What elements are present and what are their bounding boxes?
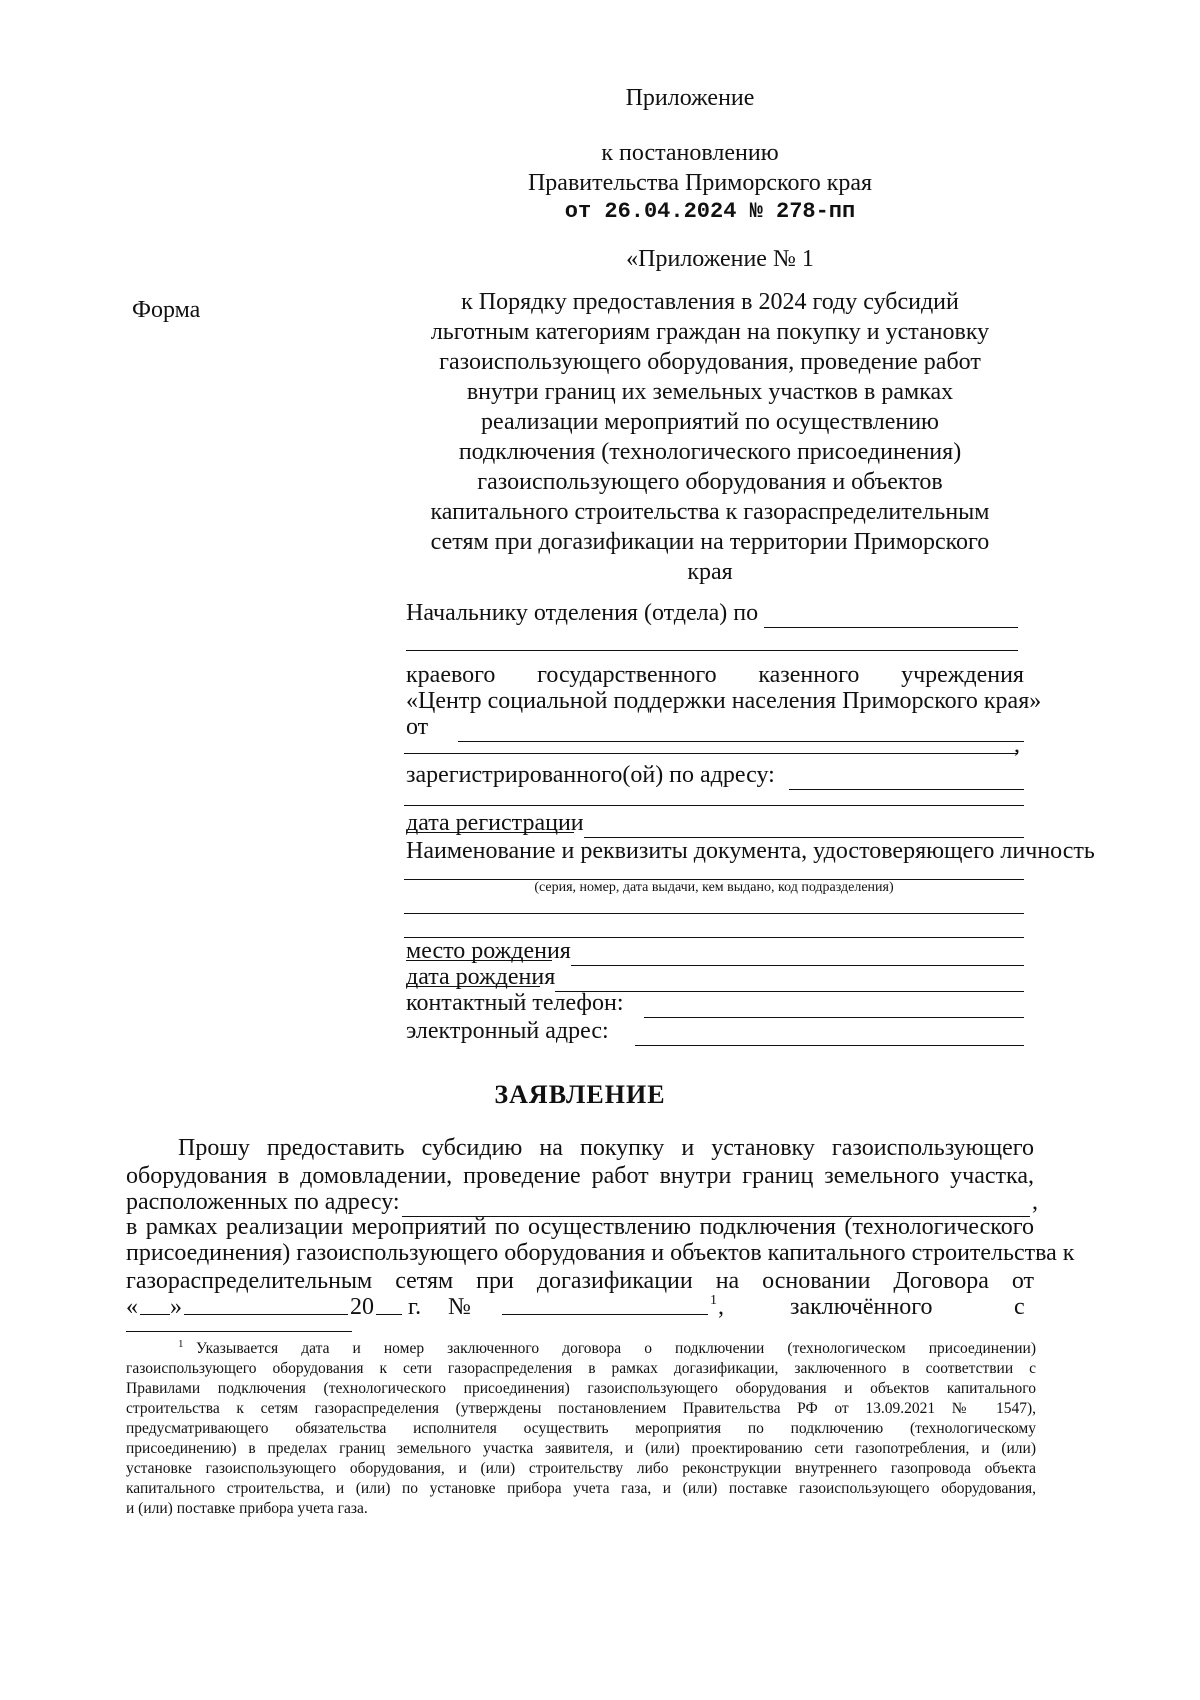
birth-place-underline bbox=[406, 960, 552, 961]
from-label: от bbox=[406, 714, 429, 740]
applicant-name-blank[interactable] bbox=[458, 719, 1024, 742]
close-quote: » bbox=[170, 1294, 182, 1320]
head-of-department-field[interactable] bbox=[406, 598, 1018, 628]
order-description bbox=[390, 287, 1030, 587]
phone-blank[interactable] bbox=[644, 995, 1025, 1018]
registered-address-field[interactable] bbox=[406, 760, 1024, 790]
property-address-comma: , bbox=[1032, 1189, 1038, 1215]
order-line: к Порядку предоставления в 2024 году субсидий bbox=[461, 289, 959, 315]
id-document-hint: (серия, номер, дата выдачи, кем выдано, код подразделения) bbox=[534, 880, 894, 895]
id-document-label: Наименование и реквизиты документа, удостоверяющего личность bbox=[406, 838, 1095, 864]
registered-address-blank[interactable] bbox=[789, 767, 1024, 790]
order-line: реализации мероприятий по осуществлению bbox=[481, 409, 939, 435]
appendix-heading: Приложение bbox=[625, 85, 755, 111]
body-line-5: присоединения) газоиспользующего оборудования и объектов капитального строительства к bbox=[126, 1240, 1075, 1266]
registered-address-label: зарегистрированного(ой) по адресу: bbox=[406, 762, 775, 788]
email-field[interactable] bbox=[406, 1016, 1024, 1046]
concluded-word: заключённого bbox=[790, 1294, 933, 1320]
contract-day-blank[interactable] bbox=[140, 1314, 170, 1315]
phone-label: контактный телефон: bbox=[406, 990, 624, 1016]
order-line: газоиспользующего оборудования, проведение работ bbox=[439, 349, 981, 375]
footnote-line: капитального строительства, и (или) по установке прибора учета газа, и (или) поставке газоиспользующего оборудования, bbox=[126, 1480, 1036, 1497]
institution-word: казенного bbox=[758, 662, 860, 688]
birth-date-underline bbox=[406, 986, 540, 987]
footnote-text: Указывается дата и номер заключенного договора о подключении (технологическом присоединении) bbox=[196, 1340, 1036, 1357]
head-of-department-label: Начальнику отделения (отдела) по bbox=[406, 600, 759, 626]
registration-date-label: дата регистрации bbox=[406, 810, 584, 836]
contract-year-blank[interactable] bbox=[376, 1314, 402, 1315]
body-line-1: Прошу предоставить субсидию на покупку и установку газоиспользующего bbox=[178, 1135, 1034, 1161]
department-blank[interactable] bbox=[764, 605, 1018, 628]
footnote bbox=[126, 1339, 1036, 1519]
email-label: электронный адрес: bbox=[406, 1018, 609, 1044]
email-blank[interactable] bbox=[635, 1023, 1024, 1046]
institution-word: государственного bbox=[537, 662, 717, 688]
applicant-comma: , bbox=[1014, 732, 1020, 758]
footnote-line: предусматривающего обязательства исполнителя осуществить мероприятия по подключению (технологическому bbox=[126, 1420, 1036, 1437]
order-line: внутри границ их земельных участков в рамках bbox=[466, 379, 954, 405]
registered-address-blank-2[interactable] bbox=[404, 805, 1024, 806]
registration-date-blank[interactable] bbox=[584, 815, 1024, 838]
open-quote: « bbox=[126, 1294, 138, 1320]
footnote-line: Правилами подключения (технологического присоединения) газоиспользующего оборудования и объектов капитального bbox=[126, 1380, 1036, 1397]
resolution-date-number: от 26.04.2024 № 278-пп bbox=[564, 199, 856, 224]
statement-title: ЗАЯВЛЕНИЕ bbox=[494, 1080, 666, 1109]
order-line: подключения (технологического присоединения) bbox=[458, 439, 962, 465]
footnote-separator bbox=[126, 1331, 352, 1332]
year-prefix: 20 bbox=[350, 1294, 374, 1320]
birth-place-label: место рождения bbox=[406, 938, 571, 964]
applicant-name-blank-2[interactable] bbox=[404, 753, 1018, 754]
contract-comma: , bbox=[718, 1294, 724, 1320]
applicant-from-field[interactable] bbox=[406, 712, 1024, 742]
order-line: края bbox=[687, 559, 733, 585]
footnote-mark: 1 bbox=[178, 1338, 184, 1350]
department-blank-line[interactable] bbox=[406, 650, 1018, 651]
order-line: газоиспользующего оборудования и объектов bbox=[477, 469, 943, 495]
order-line: капитального строительства к газораспределительным bbox=[430, 499, 990, 525]
number-sign: № bbox=[448, 1294, 471, 1320]
footnote-line: строительства к сетям газораспределения (утверждены постановлением Правительства РФ от 13.09.2021 № 1547), bbox=[126, 1400, 1036, 1417]
phone-field[interactable] bbox=[406, 988, 1024, 1018]
footnote-reference[interactable]: 1 bbox=[710, 1293, 717, 1308]
footnote-line bbox=[126, 1339, 1036, 1359]
contract-number-blank[interactable] bbox=[502, 1314, 708, 1315]
registration-date-underline bbox=[406, 832, 574, 833]
body-line-2: оборудования в домовладении, проведение работ внутри границ земельного участка, bbox=[126, 1163, 1034, 1189]
body-line-6: газораспределительным сетям при догазификации на основании Договора от bbox=[126, 1268, 1034, 1294]
form-label: Форма bbox=[132, 297, 201, 323]
contract-month-blank[interactable] bbox=[184, 1314, 348, 1315]
to-resolution-text: к постановлению bbox=[601, 140, 779, 166]
footnote-line: и (или) поставке прибора учета газа. bbox=[126, 1500, 368, 1517]
institution-word: учреждения bbox=[901, 662, 1024, 688]
order-line: льготным категориям граждан на покупку и установку bbox=[430, 319, 990, 345]
with-word: с bbox=[1014, 1294, 1025, 1320]
institution-name: «Центр социальной поддержки населения Приморского края» bbox=[406, 688, 1042, 714]
id-document-blank-2[interactable] bbox=[404, 913, 1024, 914]
property-address-label: расположенных по адресу: bbox=[126, 1189, 400, 1215]
year-suffix: г. bbox=[408, 1294, 422, 1320]
institution-word: краевого bbox=[406, 662, 496, 688]
contract-date-number-line bbox=[126, 1292, 1034, 1322]
registration-date-field[interactable] bbox=[406, 808, 1024, 838]
body-line-4: в рамках реализации мероприятий по осуществлению подключения (технологического bbox=[126, 1214, 1034, 1240]
footnote-line: газоиспользующего оборудования к сети газораспределения в рамках догазификации, заключенного в соответствии с bbox=[126, 1360, 1036, 1377]
birth-date-label: дата рождения bbox=[406, 964, 556, 990]
government-name: Правительства Приморского края bbox=[527, 170, 873, 196]
footnote-line: установке газоиспользующего оборудования, и (или) строительству либо реконструкции внутреннего газопровода объекта bbox=[126, 1460, 1036, 1477]
footnote-line: присоединению) в пределах границ земельного участка заявителя, и (или) проектированию сети газопотребления, и (или) bbox=[126, 1440, 1036, 1457]
appendix-number: «Приложение № 1 bbox=[626, 246, 814, 272]
order-line: сетям при догазификации на территории Приморского bbox=[430, 529, 990, 555]
